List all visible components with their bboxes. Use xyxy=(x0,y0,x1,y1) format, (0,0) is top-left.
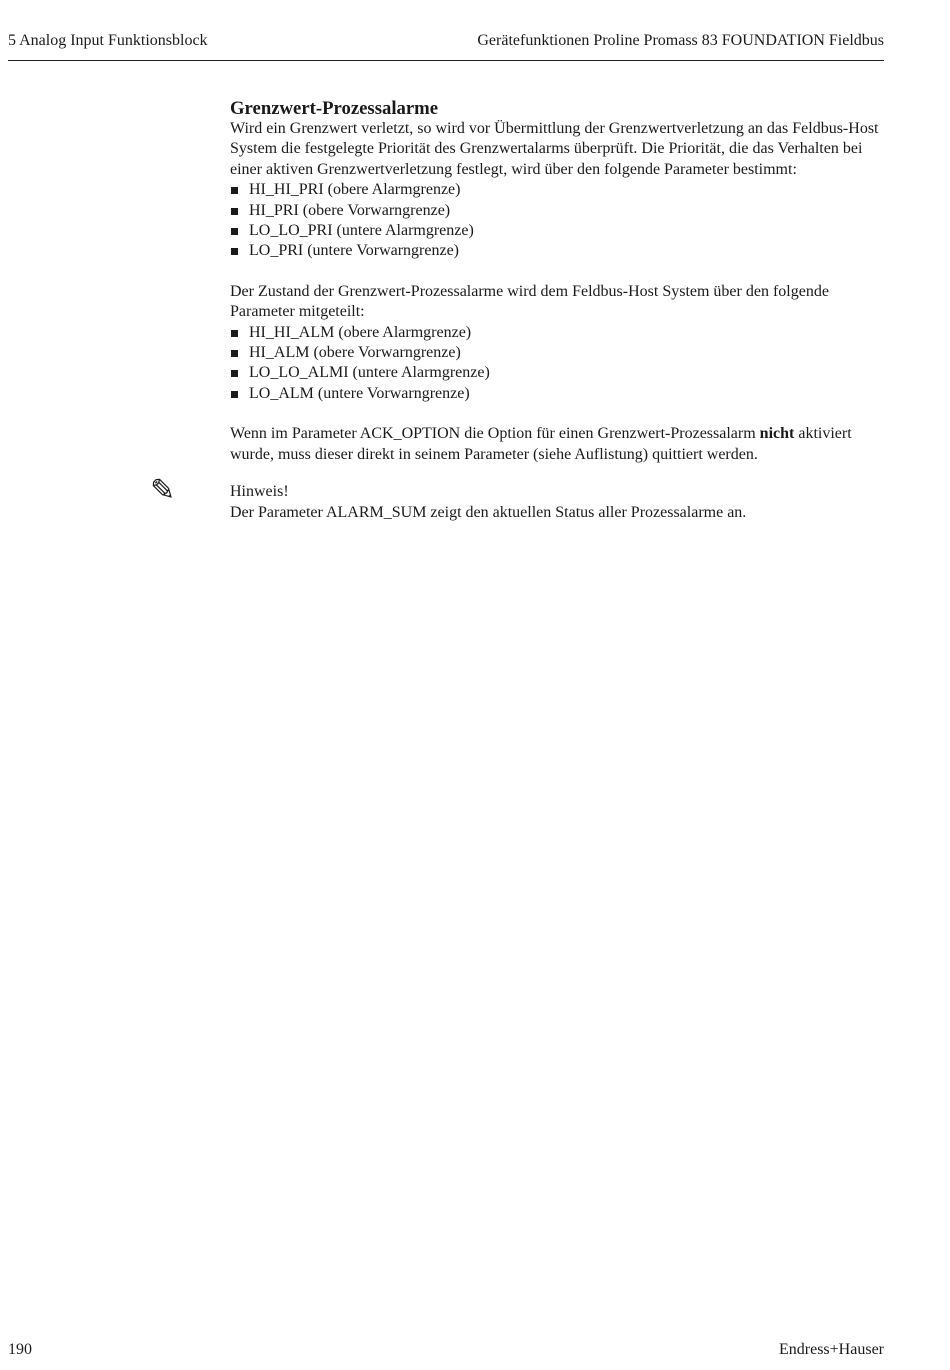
document-title: Gerätefunktionen Proline Promass 83 FOUNDATION Fieldbus xyxy=(477,32,884,49)
intro-paragraph: Wird ein Grenzwert verletzt, so wird vor Übermittlung der Grenzwertverletzung an das Feldbus-Host System die festgelegte Priorität des Grenzwertalarms überprüft. Die Priorität, die das Verhalten bei einer aktiven Grenzwertverletzung festlegt, wird über den folgende Parameter bestimmt: xyxy=(230,120,879,178)
bullet-icon xyxy=(231,370,238,377)
note-text: Der Parameter ALARM_SUM zeigt den aktuellen Status aller Prozessalarme an. xyxy=(230,503,747,521)
list-item: LO_PRI (untere Vorwarngrenze) xyxy=(230,241,886,261)
note-box xyxy=(150,473,886,523)
list-item: HI_HI_PRI (obere Alarmgrenze) xyxy=(230,180,886,200)
list-item: LO_LO_PRI (untere Alarmgrenze) xyxy=(230,221,886,241)
priority-parameter-list xyxy=(230,180,886,262)
list-item: HI_PRI (obere Vorwarngrenze) xyxy=(230,201,886,221)
emphasis-nicht: nicht xyxy=(759,425,795,443)
list-item: LO_ALM (untere Vorwarngrenze) xyxy=(230,384,886,404)
page-number: 190 xyxy=(8,1341,32,1358)
bullet-icon xyxy=(231,391,238,398)
bullet-icon xyxy=(231,350,238,357)
brand-name: Endress+Hauser xyxy=(779,1341,884,1358)
bullet-icon xyxy=(231,228,238,235)
list-item: LO_LO_ALMI (untere Alarmgrenze) xyxy=(230,363,886,383)
note-heading: Hinweis! xyxy=(230,483,289,501)
main-content xyxy=(150,98,886,523)
bullet-icon xyxy=(231,208,238,215)
list-item: HI_HI_ALM (obere Alarmgrenze) xyxy=(230,323,886,343)
pencil-icon: ✎ xyxy=(150,473,176,509)
bullet-icon xyxy=(231,330,238,337)
state-paragraph: Der Zustand der Grenzwert-Prozessalarme wird dem Feldbus-Host System über den folgende Parameter mitgeteilt: xyxy=(230,282,829,321)
bullet-icon xyxy=(231,248,238,255)
alarm-parameter-list xyxy=(230,323,886,405)
bullet-icon xyxy=(231,187,238,194)
page-header xyxy=(8,30,884,61)
chapter-title: 5 Analog Input Funktionsblock xyxy=(8,32,208,49)
ack-paragraph: Wenn im Parameter ACK_OPTION die Option für einen Grenzwert-Prozessalarm nicht aktiviert wurde, muss dieser direkt in seinem Parameter (siehe Auflistung) quittiert werden. xyxy=(230,425,852,463)
list-item: HI_ALM (obere Vorwarngrenze) xyxy=(230,343,886,363)
section-title: Grenzwert-Prozessalarme xyxy=(230,98,439,119)
